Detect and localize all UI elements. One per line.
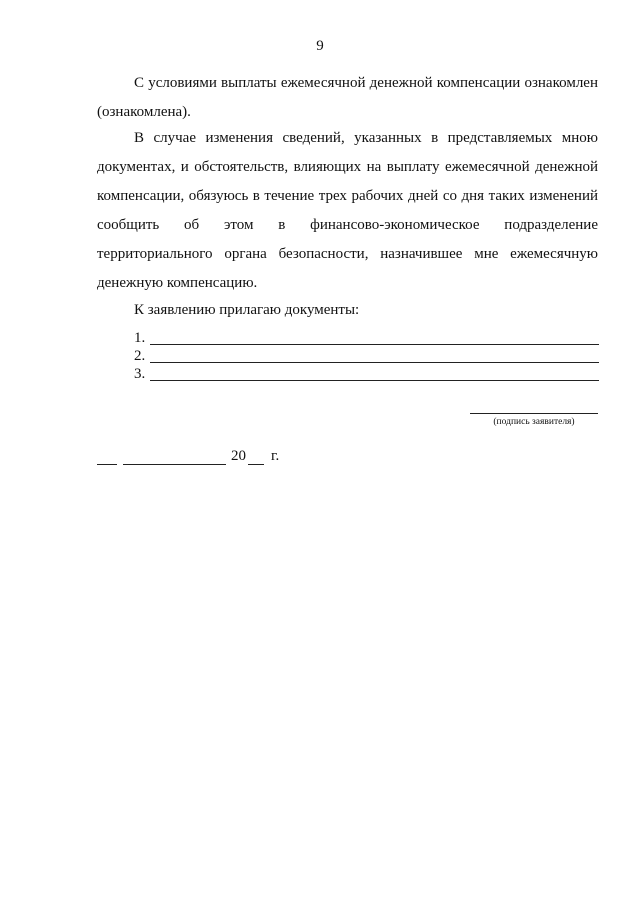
- attachment-blank-line: [150, 380, 599, 381]
- attachment-number: 2.: [134, 348, 146, 364]
- signature-caption: (подпись заявителя): [493, 417, 575, 427]
- attachment-row-2: [134, 348, 599, 366]
- page-number: 9: [316, 38, 324, 54]
- attachment-blank-line: [150, 362, 599, 363]
- date-year-suffix: г.: [271, 448, 280, 464]
- date-month-blank: [123, 464, 226, 465]
- attachments-title: К заявлению прилагаю документы:: [134, 302, 360, 318]
- attachment-number: 3.: [134, 366, 146, 382]
- paragraph-conditions: С условиями выплаты ежемесячной денежной компенсации ознакомлен (ознакомлена).: [97, 75, 598, 120]
- signature-line: [470, 413, 598, 414]
- attachment-row-1: [134, 330, 599, 348]
- paragraph-obligation: В случае изменения сведений, указанных в представляемых мною документах, и обстоятельств, влияющих на выплату ежемесячной денежной компенсации, обязуюсь в течение трех рабочих дней со дня таких изменений сообщить об этом в финансово-экономическое подразделение территориального органа безопасности, назначившее мне ежемесячную денежную компенсацию.: [97, 130, 598, 291]
- date-century: 20: [231, 448, 246, 464]
- date-year-blank: [248, 464, 264, 465]
- date-row: [97, 448, 317, 468]
- date-day-blank: [97, 464, 117, 465]
- attachment-number: 1.: [134, 330, 146, 346]
- attachment-row-3: [134, 366, 599, 384]
- attachment-blank-line: [150, 344, 599, 345]
